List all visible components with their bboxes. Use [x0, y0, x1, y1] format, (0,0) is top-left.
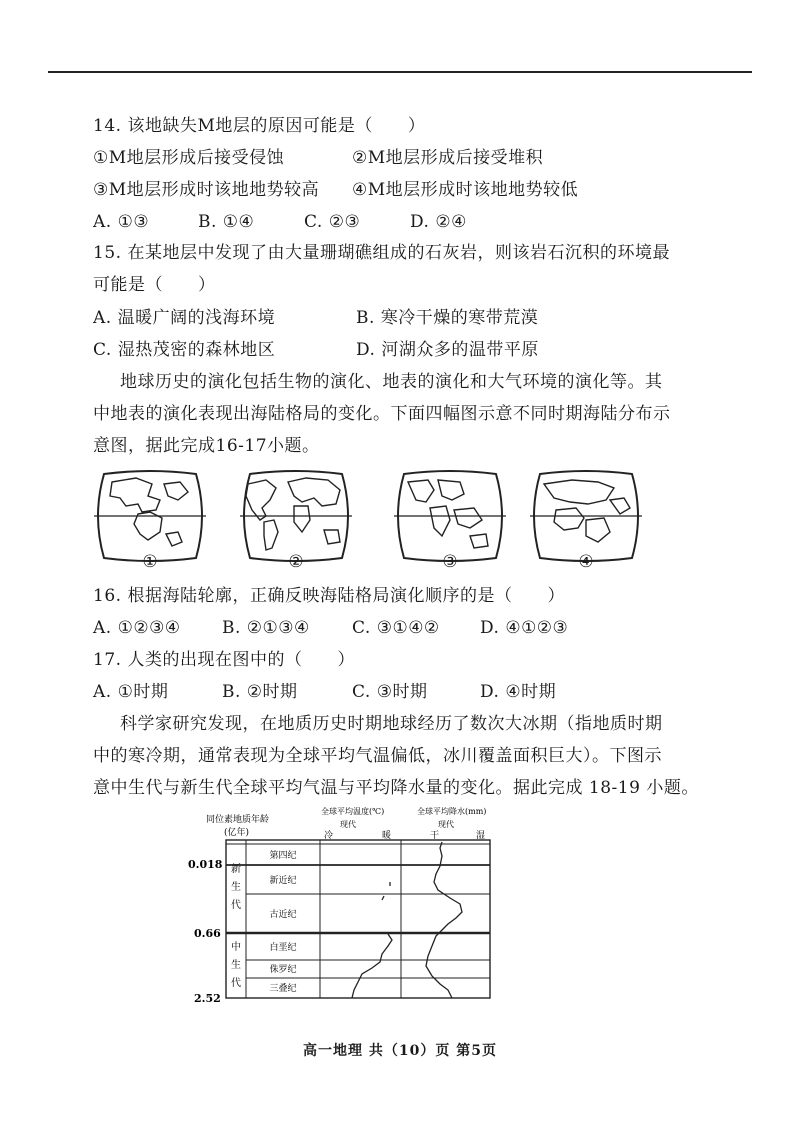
period-paleogene: 古近纪	[269, 910, 297, 920]
q16-option-d: D. ④①②③	[480, 618, 569, 638]
map-3	[390, 470, 510, 562]
passage2-line1: 科学家研究发现，在地质历史时期地球经历了数次大冰期（指地质时期	[120, 714, 663, 734]
chart-precip-dry: 干	[430, 831, 440, 841]
map-2	[236, 470, 356, 562]
age-tick-066: 0.66	[194, 927, 221, 940]
era-zhong-char-3: 代	[231, 978, 241, 989]
q14-stem: 14. 该地缺失M地层的原因可能是（ ）	[93, 116, 426, 136]
page-footer: 高一地理 共（10）页 第5页	[303, 1043, 497, 1059]
q14-statement-3: ③M地层形成时该地地势较高	[93, 180, 320, 200]
q15-option-b: B. 寒冷干燥的寒带荒漠	[356, 308, 539, 328]
passage2-line2: 中的寒冷期，通常表现为全球平均气温偏低，冰川覆盖面积巨大）。下图示	[93, 746, 662, 766]
chart-header-age: 同位素地质年龄	[206, 815, 270, 825]
map-1-label: ①	[142, 552, 158, 572]
map-4-label: ④	[578, 552, 594, 572]
chart-precip-wet: 湿	[476, 831, 486, 841]
q14-statement-2: ②M地层形成后接受堆积	[352, 148, 544, 168]
map-3-label: ③	[442, 552, 458, 572]
chart-header-temp: 全球平均温度(℃)	[321, 807, 385, 816]
passage1-line3: 意图，据此完成16-17小题。	[93, 436, 320, 456]
chart-header-age-unit: (亿年)	[224, 828, 250, 838]
passage1-line2: 中地表的演化表现出海陆格局的变化。下面四幅图示意不同时期海陆分布示	[93, 404, 671, 424]
temperature-curve	[352, 882, 392, 998]
period-quaternary: 第四纪	[269, 851, 297, 861]
q14-option-b: B. ①④	[198, 212, 255, 232]
chart-frame	[226, 840, 490, 998]
era-xin-char-3: 代	[231, 900, 241, 911]
q14-option-a: A. ①③	[93, 212, 150, 232]
q15-option-a: A. 温暖广阔的浅海环境	[93, 308, 276, 328]
era-zhong-char-1: 中	[231, 942, 241, 953]
chart-label-now-temp: 现代	[340, 820, 356, 829]
q17-option-d: D. ④时期	[480, 682, 557, 702]
chart-label-now-precip: 现代	[438, 820, 454, 829]
chart-temp-warm: 暖	[382, 831, 392, 841]
q16-option-c: C. ③①④②	[352, 618, 440, 638]
q15-stem-line1: 15. 在某地层中发现了由大量珊瑚礁组成的石灰岩，则该岩石沉积的环境最	[93, 243, 670, 263]
era-zhong-char-2: 生	[231, 960, 241, 971]
q16-option-a: A. ①②③④	[93, 618, 181, 638]
q17-option-b: B. ②时期	[222, 682, 298, 702]
age-tick-0018: 0.018	[188, 858, 223, 871]
passage1-line1: 地球历史的演化包括生物的演化、地表的演化和大气环境的演化等。其	[120, 372, 663, 392]
sea-land-maps	[90, 470, 660, 580]
q14-statement-1: ①M地层形成后接受侵蚀	[93, 148, 285, 168]
q14-option-c: C. ②③	[304, 212, 361, 232]
top-rule	[48, 71, 752, 73]
chart-header-precip: 全球平均降水(mm)	[417, 807, 487, 816]
period-cretaceous: 白垩纪	[269, 943, 297, 953]
q17-stem: 17. 人类的出现在图中的（ ）	[93, 650, 355, 670]
climate-chart	[186, 800, 506, 1005]
map-2-label: ②	[288, 552, 304, 572]
passage2-line3: 意中生代与新生代全球平均气温与平均降水量的变化。据此完成 18-19 小题。	[93, 778, 699, 798]
q14-statement-4: ④M地层形成时该地地势较低	[352, 180, 579, 200]
period-jurassic: 侏罗纪	[269, 965, 297, 975]
map-1	[90, 470, 210, 562]
q14-option-d: D. ②④	[410, 212, 467, 232]
q16-option-b: B. ②①③④	[222, 618, 310, 638]
q17-option-c: C. ③时期	[352, 682, 428, 702]
period-triassic: 三叠纪	[269, 984, 297, 994]
q15-option-d: D. 河湖众多的温带平原	[356, 340, 539, 360]
era-xin-char-2: 生	[231, 882, 241, 893]
q17-option-a: A. ①时期	[93, 682, 169, 702]
map-4	[526, 470, 646, 562]
period-neogene: 新近纪	[269, 876, 297, 886]
q15-option-c: C. 湿热茂密的森林地区	[93, 340, 276, 360]
q16-stem: 16. 根据海陆轮廓，正确反映海陆格局演化顺序的是（ ）	[93, 586, 565, 606]
era-xin-char-1: 新	[231, 864, 241, 875]
chart-temp-cold: 冷	[324, 831, 334, 841]
q15-stem-line2: 可能是（ ）	[93, 275, 216, 295]
age-tick-252: 2.52	[194, 992, 221, 1005]
